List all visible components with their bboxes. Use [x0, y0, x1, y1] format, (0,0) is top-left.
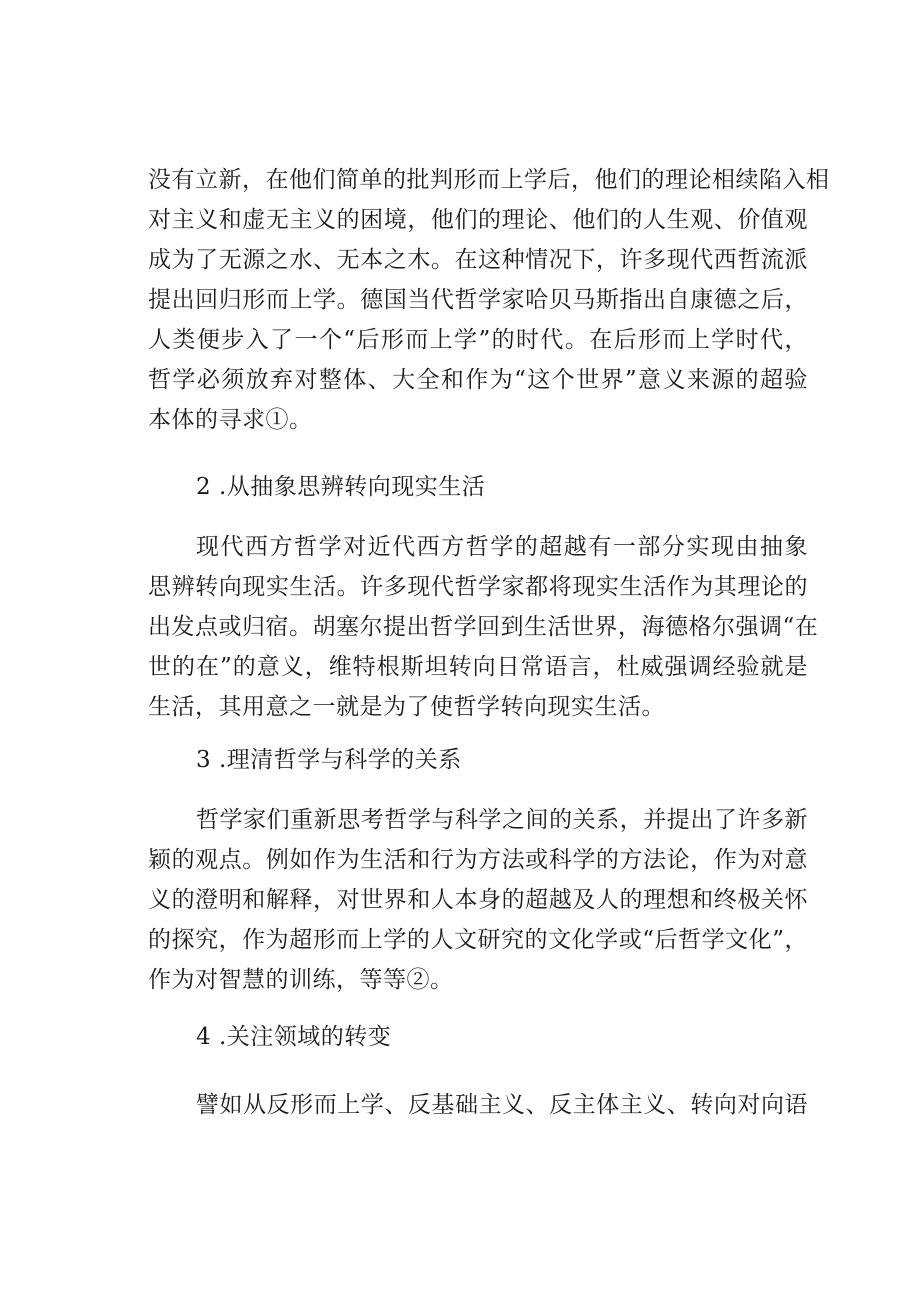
text-line: 没有立新，在他们简单的批判形而上学后，他们的理论相续陷入相	[148, 167, 830, 193]
paragraph-3	[148, 800, 808, 1000]
text-line: 成为了无源之水、无本之木。在这种情况下，许多现代西哲流派	[148, 247, 808, 273]
text-line: 世的在”的意义，维特根斯坦转向日常语言，杜威强调经验就是	[148, 654, 808, 680]
text-line: 提出回归形而上学。德国当代哲学家哈贝马斯指出自康德之后，	[148, 287, 808, 313]
text-line: 思辨转向现实生活。许多现代哲学家都将现实生活作为其理论的	[148, 574, 808, 600]
paragraph-4	[148, 1085, 808, 1125]
text-line: 现代西方哲学对近代西方哲学的超越有一部分实现由抽象	[196, 534, 808, 560]
text-line: 颖的观点。例如作为生活和行为方法或科学的方法论，作为对意	[148, 847, 808, 873]
text-line: 譬如从反形而上学、反基础主义、反主体主义、转向对向语	[196, 1092, 808, 1118]
section-heading-4: 4 .关注领域的转变	[196, 1024, 392, 1050]
text-line: 出发点或归宿。胡塞尔提出哲学回到生活世界，海德格尔强调“在	[148, 614, 819, 640]
text-line: 人类便步入了一个“后形而上学”的时代。在后形而上学时代，	[148, 327, 808, 353]
text-line: 的探究，作为超形而上学的人文研究的文化学或“后哲学文化”，	[148, 927, 808, 953]
section-heading-2: 2 .从抽象思辨转向现实生活	[196, 474, 486, 500]
text-line: 对主义和虚无主义的困境，他们的理论、他们的人生观、价值观	[148, 207, 808, 233]
text-line: 哲学家们重新思考哲学与科学之间的关系，并提出了许多新	[196, 807, 808, 833]
text-line: 哲学必须放弃对整体、大全和作为“这个世界”意义来源的超验	[148, 367, 808, 393]
text-line: 作为对智慧的训练，等等②。	[148, 967, 454, 993]
text-line: 本体的寻求①。	[148, 407, 313, 433]
paragraph-1	[148, 160, 830, 440]
text-line: 义的澄明和解释，对世界和人本身的超越及人的理想和终极关怀	[148, 887, 808, 913]
paragraph-2	[148, 527, 819, 727]
section-heading-3: 3 .理清哲学与科学的关系	[196, 747, 462, 773]
text-line: 生活，其用意之一就是为了使哲学转向现实生活。	[148, 694, 665, 720]
